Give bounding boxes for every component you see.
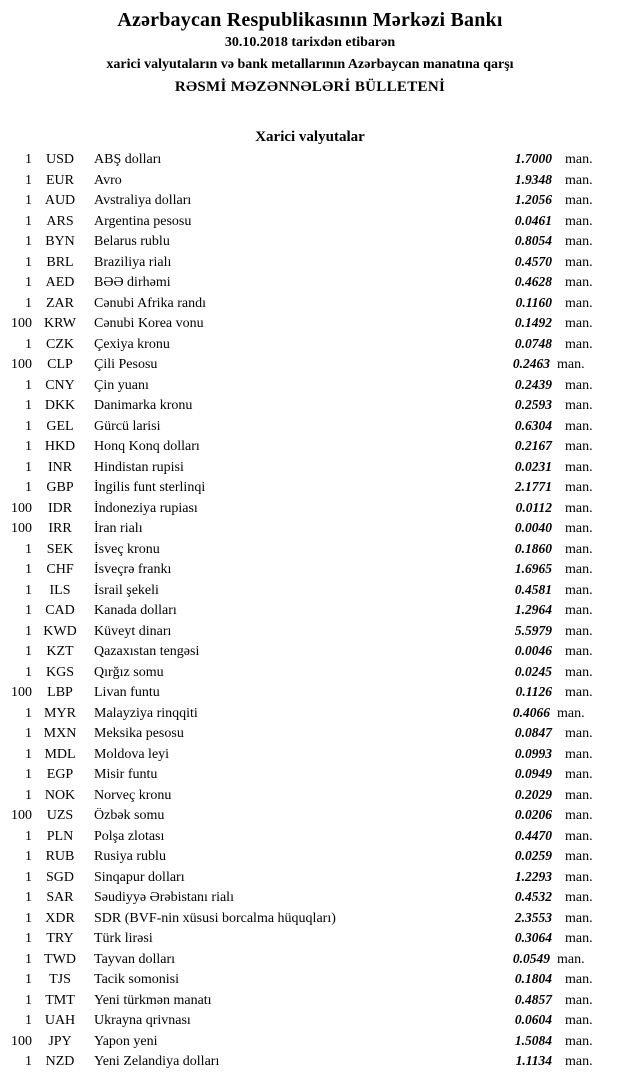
rate-row-dkk (0, 397, 620, 418)
unit-label: man. (565, 726, 593, 741)
currency-code: KZT (46, 644, 74, 659)
rate-value: 1.2056 (514, 192, 552, 207)
rate-row-kgs (0, 664, 620, 685)
quantity-value: 100 (11, 316, 32, 331)
rate-value: 0.0206 (514, 807, 552, 822)
currency-code: MXN (43, 726, 77, 741)
currency-name: Rusiya rublu (94, 849, 166, 864)
currency-code: GBP (46, 480, 74, 495)
currency-name: Braziliya rialı (94, 254, 172, 270)
rate-row-twd (0, 951, 620, 972)
quantity-value: 1 (25, 582, 32, 598)
rate-row-mdl (0, 746, 620, 767)
currency-code: CNY (45, 377, 75, 393)
rate-value: 0.0847 (514, 725, 552, 740)
currency-name: Səudiyyə Ərəbistanı rialı (94, 890, 234, 905)
rate-value: 1.6965 (514, 561, 552, 576)
currency-code: IRR (48, 521, 72, 536)
unit-label: man. (565, 254, 593, 270)
currency-name: Çili Pesosu (94, 357, 158, 372)
currency-code: CHF (46, 562, 74, 577)
rate-row-kwd (0, 623, 620, 644)
unit-label: man. (565, 541, 593, 557)
currency-code: JPY (48, 1033, 72, 1049)
rate-value: 0.0949 (514, 766, 552, 781)
currency-code: TWD (44, 951, 76, 967)
unit-label: man. (557, 951, 585, 967)
currency-name: Argentina pesosu (94, 213, 192, 229)
currency-name: Danimarka kronu (94, 398, 193, 413)
rate-value: 0.2167 (514, 438, 552, 453)
currency-name: Belarus rublu (94, 234, 170, 249)
rate-row-czk (0, 336, 620, 357)
currency-code: USD (45, 152, 74, 167)
unit-label: man. (565, 910, 593, 926)
rate-value: 2.3553 (514, 909, 552, 925)
rates-table (0, 151, 620, 1073)
currency-code: DKK (44, 398, 76, 413)
rate-value: 0.0112 (515, 499, 552, 515)
quantity-value: 1 (25, 890, 32, 905)
rate-row-myr (0, 705, 620, 726)
currency-name: Avro (94, 172, 122, 188)
rate-value: 0.0259 (514, 848, 552, 863)
currency-name: Cənubi Afrika randı (94, 295, 206, 311)
currency-name: İndoneziya rupiası (94, 500, 198, 516)
quantity-value: 1 (25, 562, 32, 577)
quantity-value: 100 (11, 1033, 32, 1049)
rate-value: 0.0040 (514, 520, 552, 535)
currency-code: UZS (46, 808, 74, 823)
unit-label: man. (565, 746, 593, 762)
rate-value: 0.4570 (514, 253, 552, 269)
currency-code: LBP (47, 685, 73, 700)
currency-code: KRW (44, 316, 76, 331)
unit-label: man. (565, 644, 593, 659)
quantity-value: 1 (25, 787, 32, 803)
currency-name: Norveç kronu (94, 787, 172, 803)
rate-row-uah (0, 1012, 620, 1033)
quantity-value: 1 (25, 439, 32, 454)
rate-value: 0.1492 (514, 315, 552, 330)
rate-value: 1.1134 (515, 1053, 552, 1068)
quantity-value: 100 (11, 500, 32, 516)
rate-value: 0.4470 (514, 827, 552, 843)
rate-row-inr (0, 459, 620, 480)
rate-value: 0.3064 (514, 930, 552, 945)
rate-value: 0.2029 (514, 786, 552, 802)
quantity-value: 1 (25, 746, 32, 762)
unit-label: man. (565, 193, 593, 208)
rate-value: 0.8054 (514, 233, 552, 248)
quantity-value: 1 (25, 172, 32, 188)
currency-name: ABŞ dolları (94, 152, 162, 167)
currency-code: TMT (45, 992, 75, 1008)
quantity-value: 1 (25, 398, 32, 413)
currency-code: EGP (46, 767, 74, 782)
rate-row-try (0, 930, 620, 951)
currency-code: CAD (45, 603, 75, 618)
unit-label: man. (565, 890, 593, 905)
unit-label: man. (565, 664, 593, 680)
rate-value: 0.1804 (514, 971, 552, 986)
rate-value: 0.0549 (512, 950, 550, 966)
currency-code: INR (47, 459, 73, 475)
currency-name: Livan funtu (94, 685, 160, 700)
rate-row-sek (0, 541, 620, 562)
currency-name: İsrail şekeli (94, 582, 159, 598)
bank-title: Azərbaycan Respublikasının Mərkəzi Bankı (117, 9, 503, 31)
unit-label: man. (565, 275, 593, 290)
currency-name: İsveç kronu (94, 541, 160, 557)
currency-name: BƏƏ dirhəmi (94, 275, 171, 290)
rate-value: 0.0748 (514, 335, 552, 351)
quantity-value: 1 (25, 336, 32, 352)
rate-value: 0.0046 (514, 643, 552, 658)
quantity-value: 1 (25, 603, 32, 618)
currency-code: TJS (49, 972, 71, 987)
rate-row-tjs (0, 971, 620, 992)
rate-row-hkd (0, 438, 620, 459)
currency-name: SDR (BVF-nin xüsusi borcalma hüquqları) (94, 910, 336, 926)
rate-value: 1.9348 (514, 171, 552, 187)
unit-label: man. (557, 705, 585, 721)
rate-row-ils (0, 582, 620, 603)
currency-code: HKD (44, 439, 76, 454)
quantity-value: 1 (25, 705, 32, 721)
quantity-value: 1 (25, 664, 32, 680)
rate-value: 1.2293 (514, 868, 552, 884)
rate-row-brl (0, 254, 620, 275)
currency-name: Qazaxıstan tengəsi (94, 644, 200, 659)
rate-row-lbp (0, 684, 620, 705)
currency-name: Cənubi Korea vonu (94, 316, 204, 331)
quantity-value: 100 (11, 685, 32, 700)
section-title-foreign-currencies: Xarici valyutalar (255, 129, 365, 145)
currency-code: TRY (46, 931, 74, 946)
currency-code: NZD (45, 1054, 75, 1069)
subject-line: xarici valyutaların və bank metallarının Azərbaycan manatına qarşı (106, 57, 514, 72)
currency-name: Malayziya rinqqiti (94, 705, 198, 721)
rate-value: 0.0231 (514, 458, 552, 474)
unit-label: man. (565, 787, 593, 803)
currency-code: AUD (44, 193, 76, 208)
quantity-value: 1 (25, 193, 32, 208)
rate-value: 0.1160 (515, 294, 552, 310)
rate-value: 0.6304 (514, 417, 552, 433)
currency-code: KWD (43, 623, 77, 639)
currency-name: Özbək somu (94, 808, 165, 823)
rate-value: 0.0993 (514, 745, 552, 761)
rate-row-eur (0, 172, 620, 193)
currency-code: SAR (46, 890, 74, 905)
rate-value: 0.4532 (514, 889, 552, 904)
rate-row-cad (0, 602, 620, 623)
quantity-value: 1 (25, 254, 32, 270)
quantity-value: 1 (25, 234, 32, 249)
currency-name: Honq Konq dolları (94, 439, 200, 454)
unit-label: man. (565, 172, 593, 188)
effective-date-line: 30.10.2018 tarixdən etibarən (224, 35, 396, 50)
rate-value: 0.0604 (514, 1012, 552, 1027)
unit-label: man. (565, 213, 593, 229)
unit-label: man. (565, 562, 593, 577)
rate-value: 0.0245 (514, 663, 552, 679)
currency-name: Gürcü larisi (94, 418, 161, 434)
currency-code: BRL (46, 254, 74, 270)
unit-label: man. (565, 623, 593, 639)
unit-label: man. (565, 336, 593, 352)
unit-label: man. (565, 1013, 593, 1028)
unit-label: man. (565, 459, 593, 475)
rate-row-krw (0, 315, 620, 336)
currency-name: Polşa zlotası (94, 828, 165, 844)
rate-row-xdr (0, 910, 620, 931)
quantity-value: 100 (11, 808, 32, 823)
currency-code: UAH (44, 1013, 76, 1028)
rate-row-zar (0, 295, 620, 316)
rate-row-idr (0, 500, 620, 521)
currency-name: Yapon yeni (94, 1033, 158, 1049)
currency-code: MDL (44, 746, 76, 762)
currency-code: ARS (46, 213, 74, 229)
unit-label: man. (565, 992, 593, 1008)
currency-name: Meksika pesosu (94, 726, 184, 741)
rate-value: 0.2593 (514, 397, 552, 412)
quantity-value: 1 (25, 275, 32, 290)
rate-row-sar (0, 889, 620, 910)
unit-label: man. (565, 377, 593, 393)
rate-value: 0.4628 (514, 274, 552, 289)
rate-value: 0.4581 (514, 581, 552, 597)
rate-value: 0.1126 (515, 684, 552, 699)
unit-label: man. (565, 316, 593, 331)
rate-row-pln (0, 828, 620, 849)
currency-code: MYR (44, 705, 76, 721)
rate-value: 1.7000 (514, 151, 552, 166)
currency-name: İran rialı (94, 521, 143, 536)
currency-name: Çin yuanı (94, 377, 149, 393)
rate-value: 0.0461 (514, 212, 552, 228)
quantity-value: 1 (25, 828, 32, 844)
unit-label: man. (565, 418, 593, 434)
currency-code: SGD (45, 869, 74, 885)
rate-row-tmt (0, 992, 620, 1013)
currency-code: ZAR (46, 295, 74, 311)
quantity-value: 1 (25, 213, 32, 229)
unit-label: man. (565, 500, 593, 516)
rate-row-usd (0, 151, 620, 172)
unit-label: man. (565, 480, 593, 495)
quantity-value: 1 (25, 644, 32, 659)
unit-label: man. (565, 603, 593, 618)
currency-code: CLP (47, 357, 73, 372)
unit-label: man. (565, 849, 593, 864)
rate-value: 0.1860 (514, 540, 552, 556)
currency-name: Sinqapur dolları (94, 869, 185, 885)
currency-code: EUR (46, 172, 74, 188)
rate-row-aed (0, 274, 620, 295)
currency-code: NOK (44, 787, 76, 803)
rate-row-mxn (0, 725, 620, 746)
currency-name: Tayvan dolları (94, 951, 176, 967)
currency-name: Ukrayna qrivnası (94, 1013, 191, 1028)
currency-name: İngilis funt sterlinqi (94, 480, 206, 495)
currency-name: Kanada dolları (94, 603, 177, 618)
quantity-value: 1 (25, 1013, 32, 1028)
bulletin-title: RƏSMİ MƏZƏNNƏLƏRİ BÜLLETENİ (174, 79, 446, 95)
quantity-value: 1 (25, 726, 32, 741)
currency-name: Qırğız somu (94, 664, 164, 680)
rate-row-nok (0, 787, 620, 808)
quantity-value: 1 (25, 931, 32, 946)
rate-row-aud (0, 192, 620, 213)
currency-code: ILS (49, 582, 71, 598)
currency-code: RUB (45, 849, 75, 864)
rate-value: 1.5084 (514, 1032, 552, 1048)
unit-label: man. (565, 1033, 593, 1049)
rate-row-uzs (0, 807, 620, 828)
currency-name: Tacik somonisi (94, 972, 179, 987)
currency-code: KGS (45, 664, 74, 680)
rate-value: 1.2964 (514, 602, 552, 617)
rate-row-byn (0, 233, 620, 254)
quantity-value: 1 (25, 152, 32, 167)
rate-value: 0.2439 (514, 376, 552, 392)
quantity-value: 1 (25, 910, 32, 926)
unit-label: man. (565, 828, 593, 844)
currency-code: XDR (45, 910, 75, 926)
quantity-value: 1 (25, 972, 32, 987)
unit-label: man. (565, 972, 593, 987)
unit-label: man. (565, 521, 593, 536)
currency-code: IDR (47, 500, 73, 516)
unit-label: man. (565, 931, 593, 946)
currency-name: Moldova leyi (94, 746, 170, 762)
unit-label: man. (565, 767, 593, 782)
unit-label: man. (565, 869, 593, 885)
quantity-value: 1 (25, 869, 32, 885)
currency-name: Yeni türkmən manatı (94, 992, 212, 1008)
quantity-value: 1 (25, 459, 32, 475)
currency-name: Hindistan rupisi (94, 459, 184, 475)
currency-name: Küveyt dinarı (94, 623, 172, 639)
quantity-value: 100 (11, 357, 32, 372)
quantity-value: 1 (25, 418, 32, 434)
quantity-value: 1 (25, 849, 32, 864)
currency-name: Çexiya kronu (94, 336, 170, 352)
rate-row-egp (0, 766, 620, 787)
unit-label: man. (565, 1054, 593, 1069)
currency-name: İsveçrə frankı (94, 562, 172, 577)
currency-code: AED (45, 275, 75, 290)
currency-name: Misir funtu (94, 767, 158, 782)
quantity-value: 100 (11, 521, 32, 536)
quantity-value: 1 (25, 951, 32, 967)
unit-label: man. (565, 685, 593, 700)
rate-row-jpy (0, 1033, 620, 1054)
unit-label: man. (557, 357, 585, 372)
quantity-value: 1 (25, 992, 32, 1008)
rate-value: 0.4066 (512, 704, 550, 720)
rate-row-clp (0, 356, 620, 377)
rate-row-gel (0, 418, 620, 439)
quantity-value: 1 (25, 623, 32, 639)
unit-label: man. (565, 295, 593, 311)
quantity-value: 1 (25, 480, 32, 495)
unit-label: man. (565, 398, 593, 413)
currency-name: Türk lirəsi (94, 931, 153, 946)
rate-row-sgd (0, 869, 620, 890)
currency-code: PLN (46, 828, 74, 844)
unit-label: man. (565, 439, 593, 454)
rate-row-kzt (0, 643, 620, 664)
rate-value: 0.2463 (512, 356, 550, 371)
currency-code: CZK (46, 336, 74, 352)
rate-value: 2.1771 (514, 479, 552, 494)
unit-label: man. (565, 808, 593, 823)
currency-code: SEK (46, 541, 74, 557)
rate-value: 0.4857 (514, 991, 552, 1007)
currency-code: GEL (46, 418, 74, 434)
rate-row-rub (0, 848, 620, 869)
quantity-value: 1 (25, 541, 32, 557)
unit-label: man. (565, 152, 593, 167)
unit-label: man. (565, 582, 593, 598)
rate-value: 5.5979 (514, 622, 552, 638)
quantity-value: 1 (25, 295, 32, 311)
rate-row-irr (0, 520, 620, 541)
rate-row-cny (0, 377, 620, 398)
rate-row-ars (0, 213, 620, 234)
currency-name: Avstraliya dolları (94, 193, 192, 208)
quantity-value: 1 (25, 767, 32, 782)
quantity-value: 1 (25, 377, 32, 393)
rate-row-chf (0, 561, 620, 582)
unit-label: man. (565, 234, 593, 249)
rate-row-nzd (0, 1053, 620, 1073)
currency-name: Yeni Zelandiya dolları (94, 1054, 220, 1069)
quantity-value: 1 (25, 1054, 32, 1069)
rate-row-gbp (0, 479, 620, 500)
currency-code: BYN (45, 234, 75, 249)
